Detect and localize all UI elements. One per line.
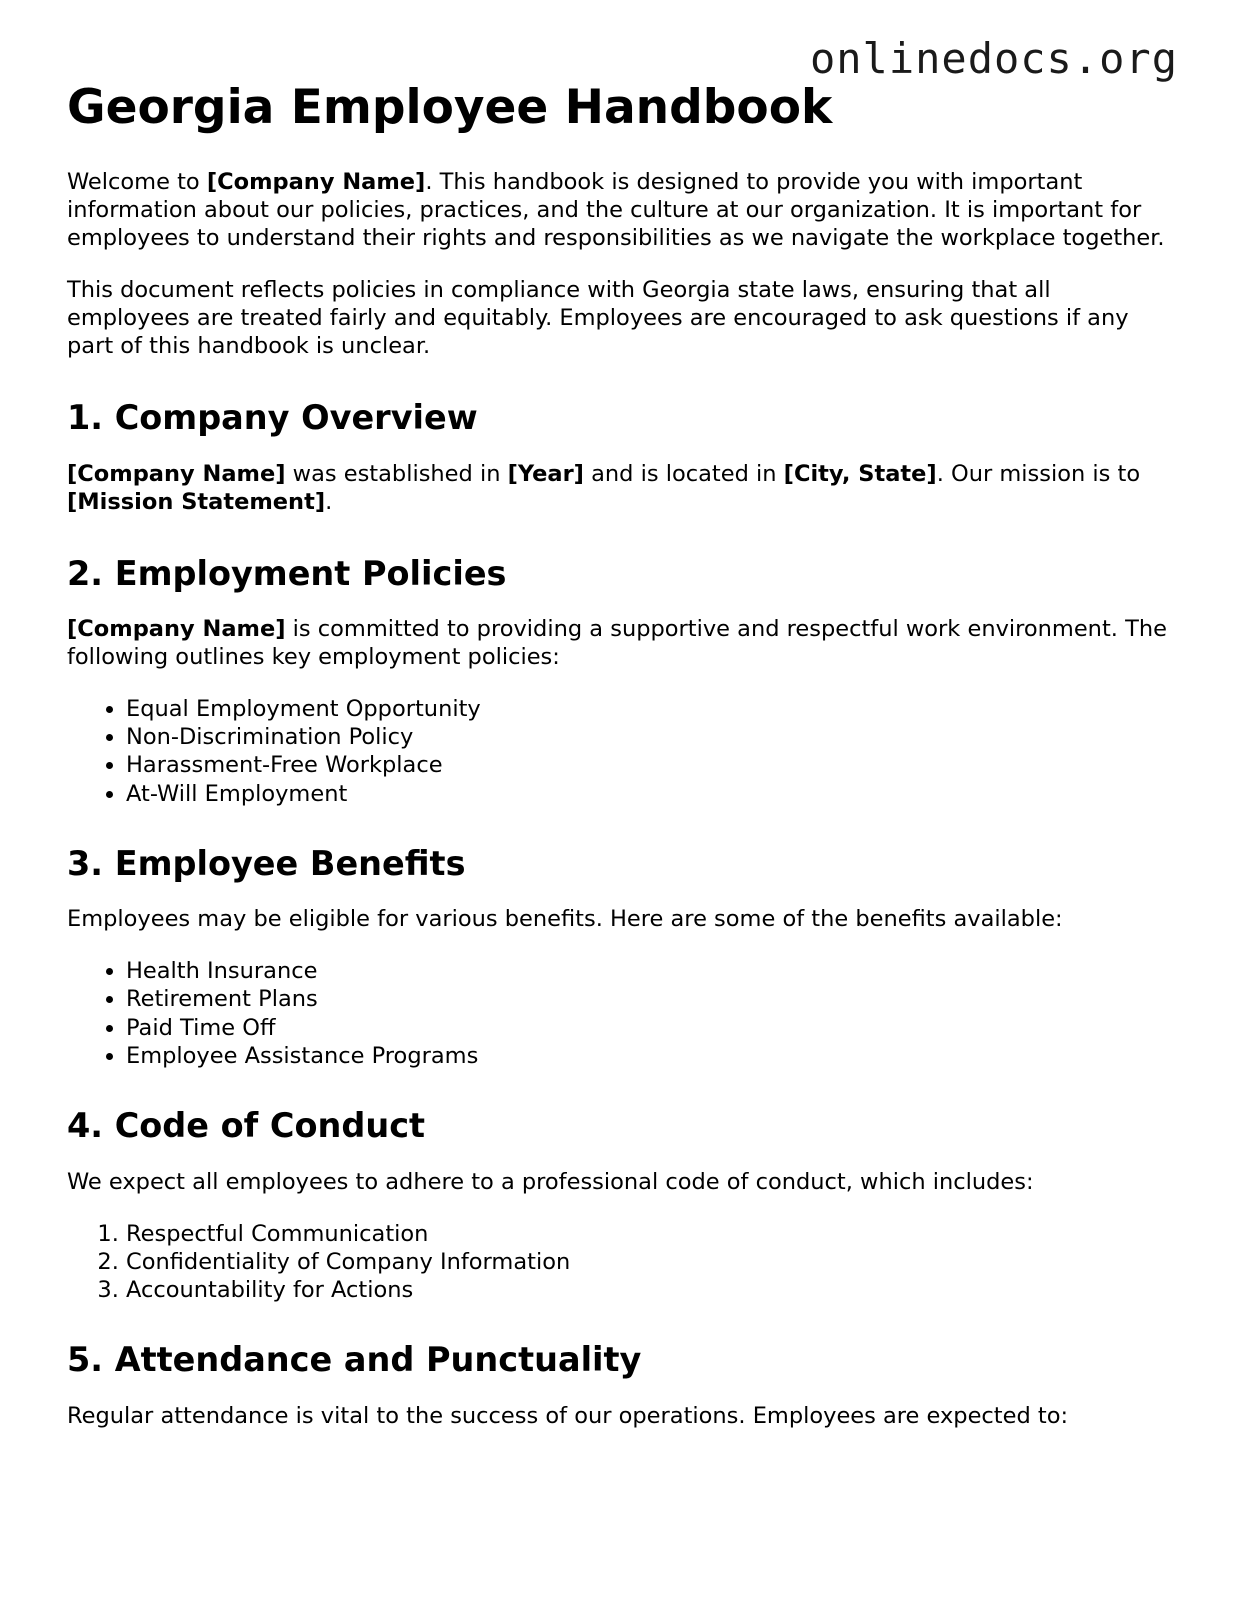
employment-policies-list: [67, 695, 1177, 808]
overview-text: and is located in: [583, 460, 784, 487]
intro-text: Welcome to: [67, 169, 207, 196]
section-heading-code-of-conduct: 4. Code of Conduct: [67, 1106, 426, 1146]
mission-placeholder: [Mission Statement]: [67, 488, 326, 515]
list-item: 2. Confidentiality of Company Information: [126, 1248, 1177, 1276]
code-of-conduct-list: [67, 1220, 1177, 1305]
intro-paragraph-2: This document reflects policies in compliance with Georgia state laws, ensuring that all employees are treated fairly and equitably. Employees are encouraged to ask questions if any part of this handbook is unclear.: [67, 277, 1129, 360]
overview-text: was established in: [285, 460, 508, 487]
list-item: • Health Insurance: [126, 957, 1177, 985]
company-placeholder: [Company Name]: [67, 615, 286, 642]
list-item: • Retirement Plans: [126, 985, 1177, 1013]
company-overview-text: [67, 460, 1177, 516]
list-item: • Non-Discrimination Policy: [126, 723, 1177, 751]
section-heading-employee-benefits: 3. Employee Benefits: [67, 843, 466, 883]
section-heading-company-overview: 1. Company Overview: [67, 398, 478, 438]
list-item: • Paid Time Off: [126, 1014, 1177, 1042]
list-item: 1. Respectful Communication: [126, 1220, 1177, 1248]
year-placeholder: [Year]: [507, 460, 584, 487]
intro-paragraph-1: [67, 168, 1177, 252]
list-item: • Equal Employment Opportunity: [126, 695, 1177, 723]
city-state-placeholder: [City, State]: [783, 460, 937, 487]
company-placeholder: [Company Name]: [206, 169, 426, 196]
employee-benefits-list: [67, 957, 1177, 1070]
section-heading-attendance: 5. Attendance and Punctuality: [67, 1340, 642, 1380]
overview-text: . Our mission is to: [936, 460, 1141, 487]
overview-text: .: [325, 488, 333, 515]
employee-benefits-text: Employees may be eligible for various benefits. Here are some of the benefits available:: [67, 906, 1063, 933]
list-item: • Harassment-Free Workplace: [126, 751, 1177, 779]
code-of-conduct-text: We expect all employees to adhere to a professional code of conduct, which includes:: [67, 1168, 1034, 1195]
policies-text: is committed to providing a supportive and respectful work environment. The following outlines key employment policies:: [67, 615, 1167, 670]
section-heading-employment-policies: 2. Employment Policies: [67, 553, 507, 593]
list-item: 3. Accountability for Actions: [126, 1276, 1177, 1304]
page-title: Georgia Employee Handbook: [67, 80, 833, 135]
intro-text: . This handbook is designed to provide you with important information about our policies, practices, and the culture at our organization. It is important for employees to understand their rights and responsibilities as we navigate the workplace together.: [67, 169, 1165, 252]
watermark: onlinedocs.org: [809, 34, 1178, 83]
list-item: • Employee Assistance Programs: [126, 1042, 1177, 1070]
company-placeholder: [Company Name]: [67, 460, 286, 487]
attendance-text: Regular attendance is vital to the success of our operations. Employees are expected to:: [67, 1402, 1069, 1429]
list-item: • At-Will Employment: [126, 780, 1177, 808]
document-body: [67, 80, 1177, 1454]
employment-policies-text: [67, 615, 1177, 671]
